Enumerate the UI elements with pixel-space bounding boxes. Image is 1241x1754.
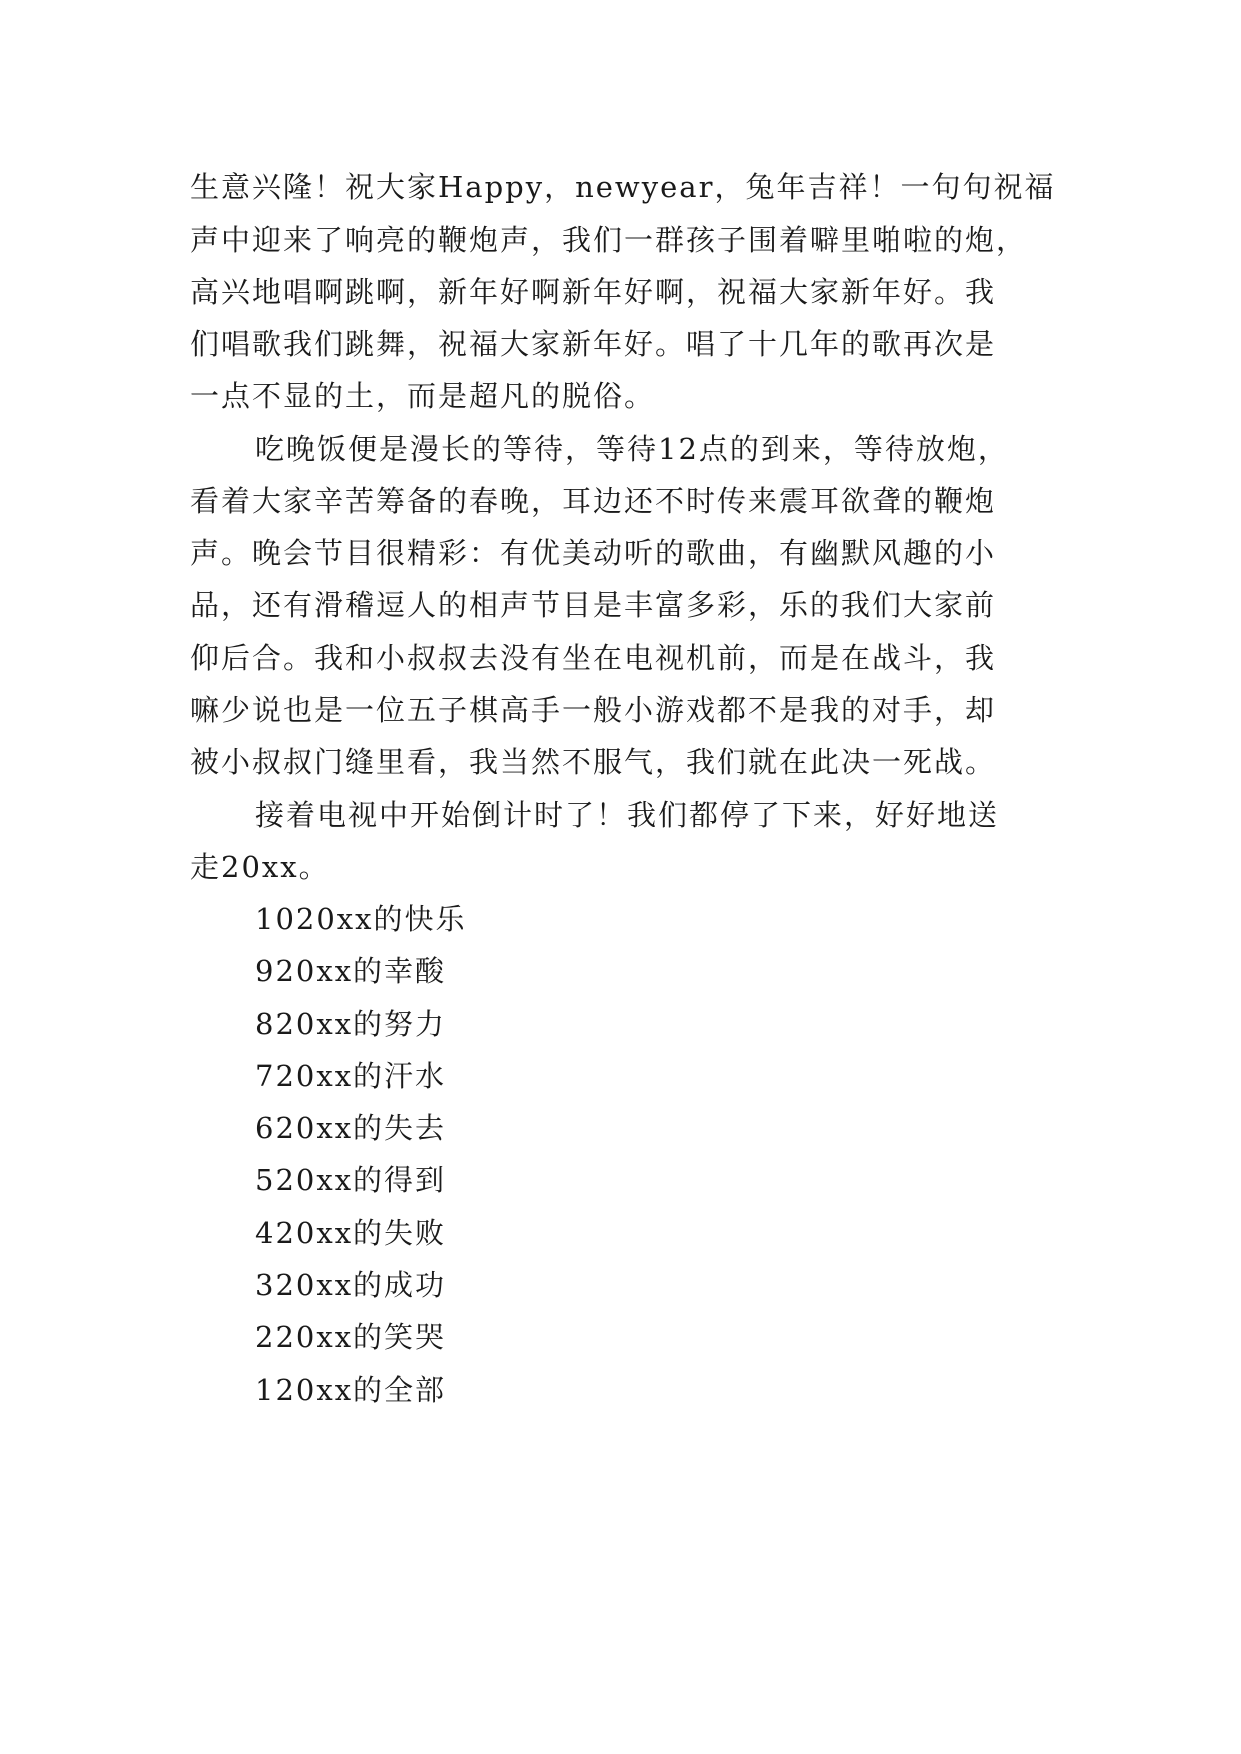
text-line: 声。晚会节目很精彩：有优美动听的歌曲，有幽默风趣的小 xyxy=(190,536,997,570)
text-line: 高兴地唱啊跳啊，新年好啊新年好啊，祝福大家新年好。我 xyxy=(190,275,997,309)
text-line: 一点不显的土，而是超凡的脱俗。 xyxy=(190,379,656,413)
countdown-line: 1020xx的快乐 xyxy=(255,902,467,936)
text-line: 嘛少说也是一位五子棋高手一般小游戏都不是我的对手，却 xyxy=(190,693,997,727)
text-line: 声中迎来了响亮的鞭炮声，我们一群孩子围着噼里啪啦的炮， xyxy=(190,223,1028,257)
countdown-line: 620xx的失去 xyxy=(255,1111,447,1145)
countdown-line: 120xx的全部 xyxy=(255,1373,447,1407)
text-line: 看着大家辛苦筹备的春晚，耳边还不时传来震耳欲聋的鞭炮 xyxy=(190,484,997,518)
countdown-line: 320xx的成功 xyxy=(255,1268,447,1302)
text-line: 走20xx。 xyxy=(190,850,330,884)
countdown-line: 820xx的努力 xyxy=(255,1007,447,1041)
countdown-line: 920xx的幸酸 xyxy=(255,954,447,988)
countdown-line: 520xx的得到 xyxy=(255,1163,447,1197)
text-line: 们唱歌我们跳舞，祝福大家新年好。唱了十几年的歌再次是 xyxy=(190,327,997,361)
text-line: 被小叔叔门缝里看，我当然不服气，我们就在此决一死战。 xyxy=(190,745,997,779)
countdown-line: 220xx的笑哭 xyxy=(255,1320,447,1354)
text-line: 品，还有滑稽逗人的相声节目是丰富多彩，乐的我们大家前 xyxy=(190,588,997,622)
text-line: 接着电视中开始倒计时了！我们都停了下来，好好地送 xyxy=(255,798,1000,832)
text-line: 吃晚饭便是漫长的等待，等待12点的到来，等待放炮， xyxy=(255,432,1009,466)
text-line: 生意兴隆！祝大家Happy，newyear，兔年吉祥！一句句祝福 xyxy=(190,170,1056,204)
countdown-line: 720xx的汗水 xyxy=(255,1059,447,1093)
countdown-line: 420xx的失败 xyxy=(255,1216,447,1250)
text-line: 仰后合。我和小叔叔去没有坐在电视机前，而是在战斗，我 xyxy=(190,641,997,675)
